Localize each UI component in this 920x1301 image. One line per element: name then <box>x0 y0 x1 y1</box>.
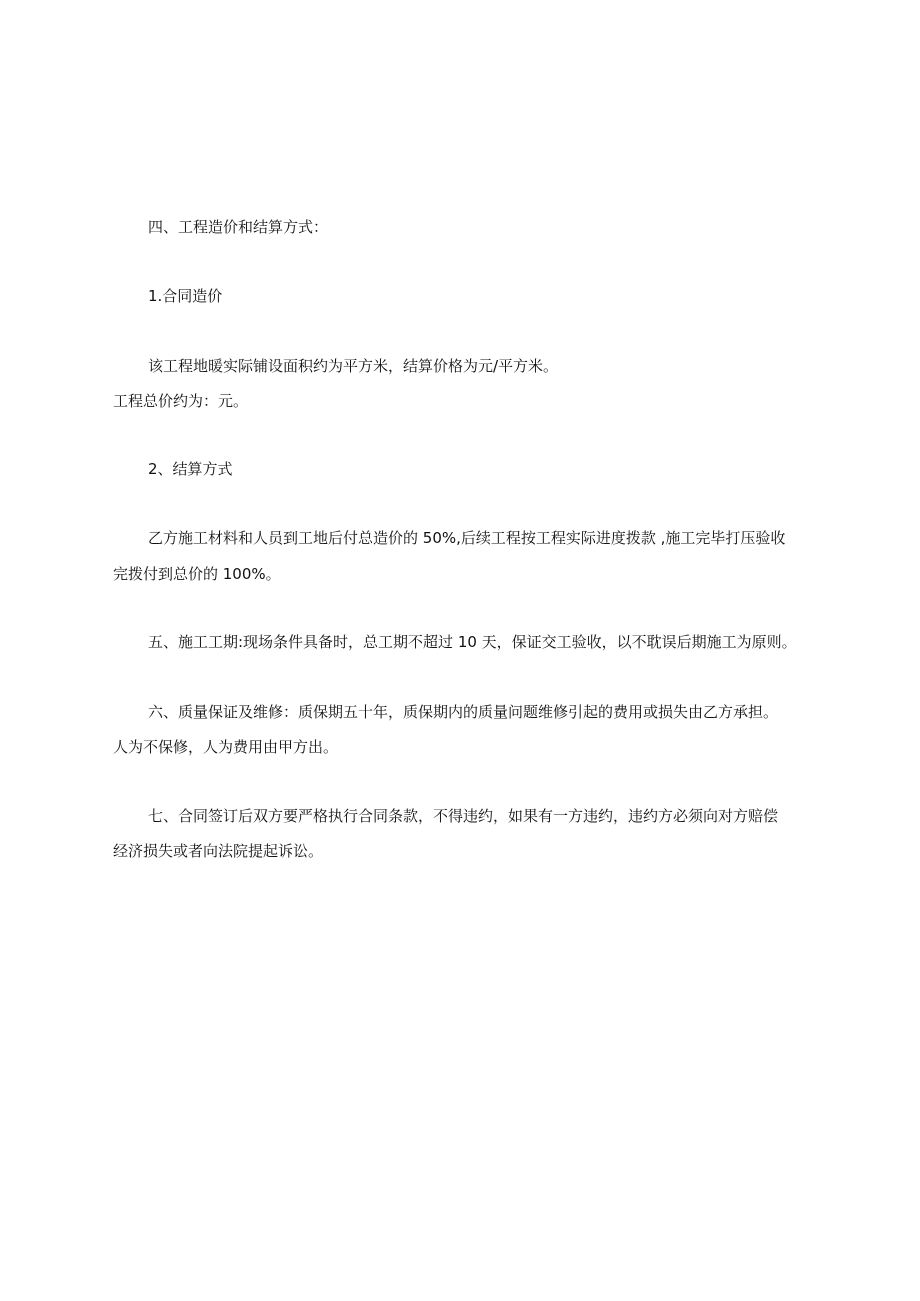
section-5-paragraph: 五、施工工期:现场条件具备时，总工期不超过 10 天，保证交工验收，以不耽误后期施工为原则。 <box>148 633 797 651</box>
section-6-paragraph-line-2: 人为不保修，人为费用由甲方出。 <box>113 738 339 756</box>
section-6-paragraph-line-1: 六、质量保证及维修：质保期五十年，质保期内的质量问题维修引起的费用或损失由乙方承担。 <box>148 703 779 721</box>
section-7-paragraph-line-2: 经济损失或者向法院提起诉讼。 <box>113 842 324 860</box>
item-1-heading: 1.合同造价 <box>148 287 223 305</box>
item-2-paragraph-line-1: 乙方施工材料和人员到工地后付总造价的 50%,后续工程按工程实际进度拨款 ,施工完毕打压验收 <box>148 529 786 547</box>
item-2-paragraph-line-2: 完拨付到总价的 100%。 <box>113 565 281 583</box>
item-2-heading: 2、结算方式 <box>148 460 233 478</box>
section-4-heading: 四、工程造价和结算方式： <box>148 218 329 236</box>
section-7-paragraph-line-1: 七、合同签订后双方要严格执行合同条款，不得违约，如果有一方违约，违约方必须向对方赔偿 <box>148 807 779 825</box>
item-1-paragraph-line-1: 该工程地暖实际铺设面积约为平方米，结算价格为元/平方米。 <box>148 357 559 375</box>
item-1-paragraph-line-2: 工程总价约为：元。 <box>113 392 249 410</box>
